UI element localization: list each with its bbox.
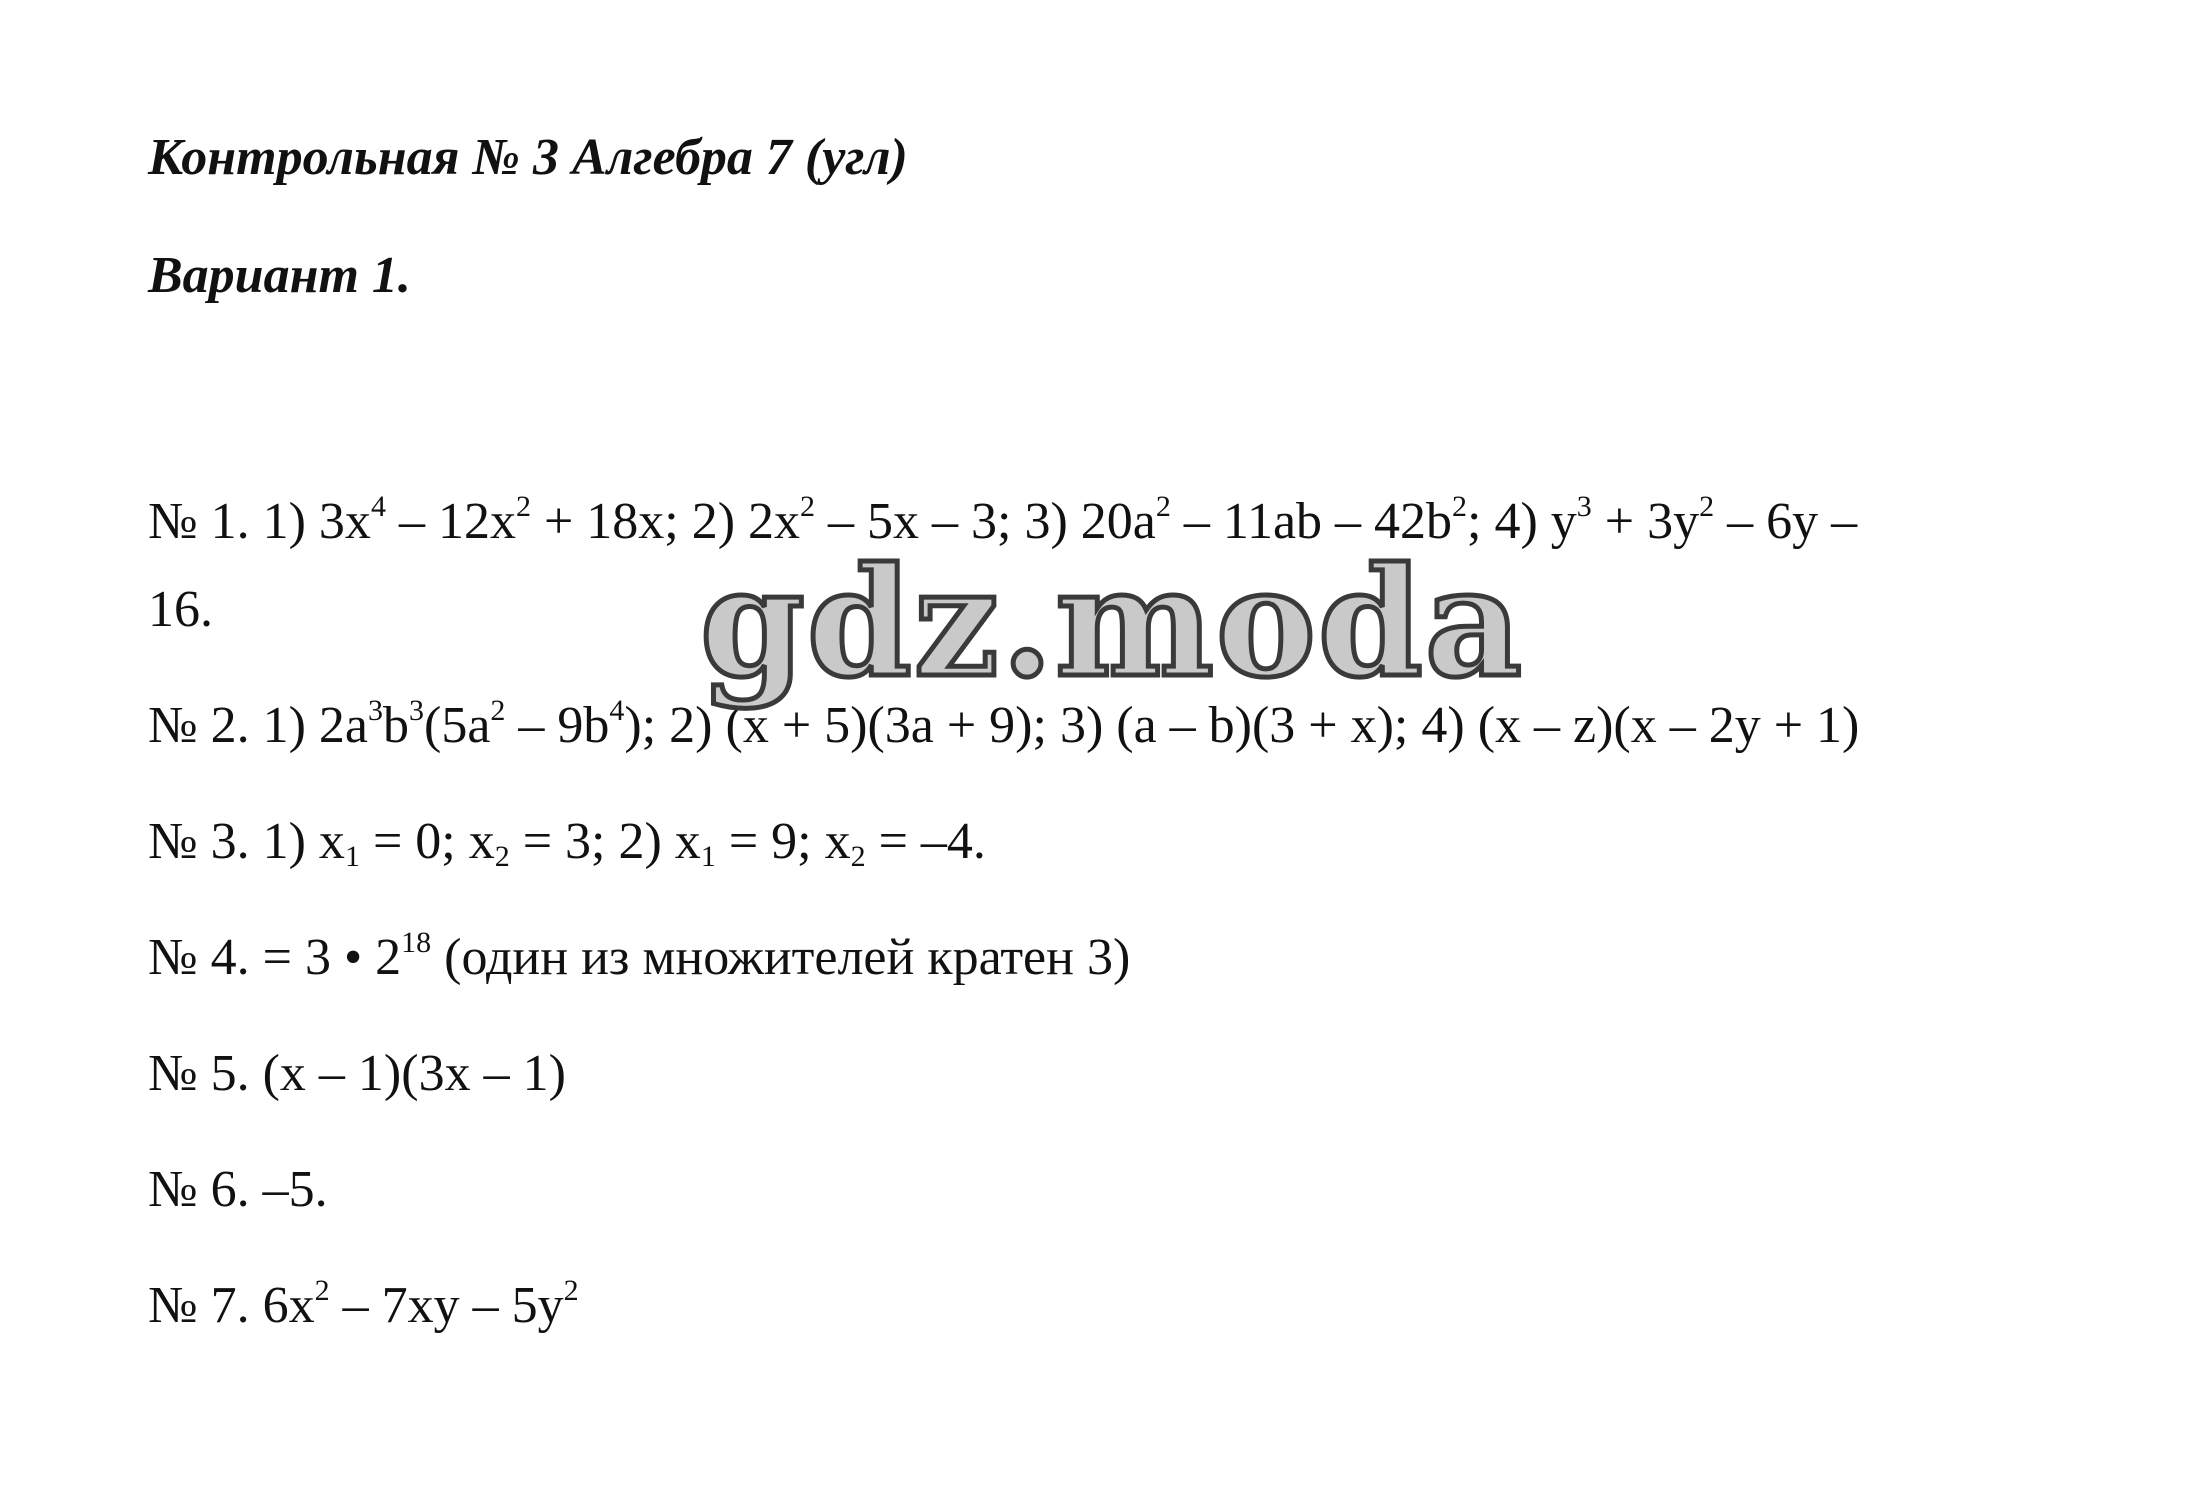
answer-6: № 6. –5. bbox=[148, 1161, 328, 1218]
variant-heading: Вариант 1. bbox=[148, 247, 411, 304]
answer-5: № 5. (x – 1)(3x – 1) bbox=[148, 1045, 566, 1102]
answer-4: № 4. = 3 • $2^{18}$ (один из множителей кратен 3) bbox=[148, 926, 1131, 986]
watermark-logo: gdz.moda bbox=[700, 535, 1525, 711]
answer-1-line-1: № 1. 1) $3x^4 - 12x^2 + 18x$; 2) $2x^2 - 5x - 3$; 3) $20a^2 - 11ab - 42b^2$; 4) $y^3 + 3y^2 - 6y$ – bbox=[148, 490, 1858, 550]
document-title: Контрольная № 3 Алгебра 7 (угл) bbox=[148, 129, 908, 186]
answer-7: № 7. $6x^2 - 7xy - 5y^2$ bbox=[148, 1274, 579, 1334]
answer-2: № 2. 1) $2a^3b^3(5a^2 - 9b^4)$; 2) (x + 5)(3a + 9); 3) (a – b)(3 + x); 4) (x – z)(x – 2y + 1) bbox=[148, 694, 1860, 754]
answer-1-line-2: 16. bbox=[148, 581, 213, 638]
answer-3: № 3. 1) $x_1 = 0$; $x_2 = 3$; 2) $x_1 = 9$; $x_2 = -4$. bbox=[148, 813, 986, 873]
